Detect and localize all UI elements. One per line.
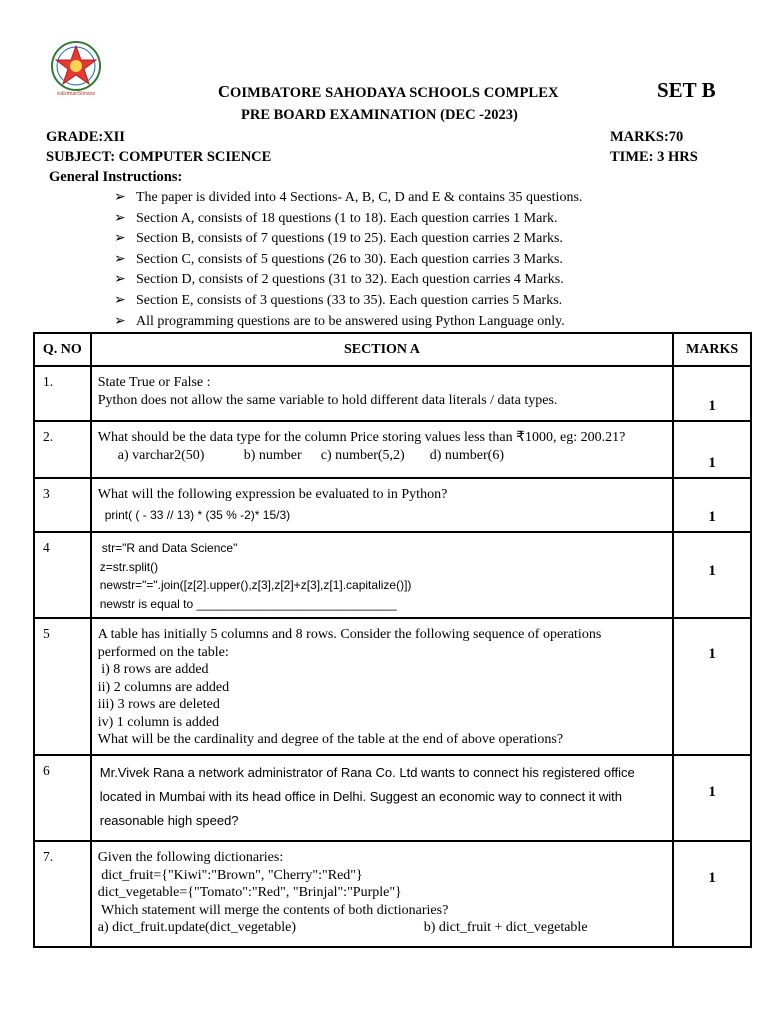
logo-caption: svErtmanStmane xyxy=(56,91,96,97)
question-table xyxy=(33,332,752,948)
question-number: 5 xyxy=(34,618,91,755)
question-text: State True or False : Python does not allow the same variable to hold different data literals / data types. xyxy=(91,366,673,421)
question-number: 3 xyxy=(34,478,91,532)
header-section: SECTION A xyxy=(91,333,673,366)
options-row xyxy=(98,919,666,937)
instruction-item: ➢ Section B, consists of 7 questions (19 to 25). Each question carries 2 Marks. xyxy=(114,229,582,250)
instructions-title: General Instructions: xyxy=(49,169,183,185)
table-row xyxy=(34,478,751,532)
question-marks: 1 xyxy=(673,755,751,841)
option: b) dict_fruit + dict_vegetable xyxy=(423,920,588,935)
instruction-item: ➢ The paper is divided into 4 Sections- A, B, C, D and E & contains 35 questions. xyxy=(114,188,582,209)
option: b) number xyxy=(243,447,302,463)
subject-label: SUBJECT: COMPUTER SCIENCE xyxy=(46,149,272,165)
question-marks: 1 xyxy=(673,532,751,618)
question-text: What should be the data type for the column Price storing values less than ₹1000, eg: 200.21? a) varchar2(50) b) number c) number(5,2) d) number(6) xyxy=(91,421,673,478)
marks-label: MARKS:70 xyxy=(610,129,684,145)
code-line: str="R and Data Science" xyxy=(101,541,238,555)
question-marks: 1 xyxy=(673,841,751,947)
table-row xyxy=(34,366,751,421)
question-number: 6 xyxy=(34,755,91,841)
header-qno: Q. NO xyxy=(34,333,91,366)
table-row xyxy=(34,755,751,841)
option: d) number(6) xyxy=(429,447,505,463)
arrow-bullet-icon: ➢ xyxy=(114,251,126,267)
arrow-bullet-icon: ➢ xyxy=(114,190,126,205)
code-line: z=str.split() xyxy=(99,559,159,574)
question-number: 7. xyxy=(34,841,91,947)
header-marks: MARKS xyxy=(673,333,751,366)
table-row xyxy=(34,532,751,618)
question-text xyxy=(91,532,673,618)
arrow-bullet-icon: ➢ xyxy=(114,272,126,288)
arrow-bullet-icon: ➢ xyxy=(114,210,126,226)
question-number: 4 xyxy=(34,532,91,618)
set-label: SET B xyxy=(657,78,716,102)
arrow-bullet-icon: ➢ xyxy=(114,231,126,247)
question-text: What will the following expression be evaluated to in Python? print( ( - 33 // 13) * (35 % -2)* 15/3) xyxy=(91,478,673,532)
question-number: 2. xyxy=(34,421,91,478)
question-marks: 1 xyxy=(673,618,751,755)
question-number: 1. xyxy=(34,366,91,421)
question-marks: 1 xyxy=(673,421,751,478)
time-label: TIME: 3 HRS xyxy=(610,149,698,165)
school-name xyxy=(218,82,559,102)
table-row xyxy=(34,841,751,947)
question-marks: 1 xyxy=(673,478,751,532)
instruction-item: ➢ Section E, consists of 3 questions (33 to 35). Each question carries 5 Marks. xyxy=(114,291,582,312)
school-name-rest: OIMBATORE SAHODAYA SCHOOLS COMPLEX xyxy=(230,85,559,101)
code-line: newstr="=".join([z[2].upper(),z[3],z[2]+z[3],z[1].capitalize()]) xyxy=(99,578,412,592)
code-line: newstr is equal to ______________________________ xyxy=(99,596,397,611)
table-header-row xyxy=(34,333,751,366)
question-text: A table has initially 5 columns and 8 rows. Consider the following sequence of operations performed on the table: i) 8 rows are added ii) 2 columns are added iii) 3 rows are deleted iv) 1 column is added What will be the cardinality and degree of the table at the end of above operations? xyxy=(91,618,673,755)
instructions-list xyxy=(114,188,582,332)
instruction-item: ➢ Section A, consists of 18 questions (1 to 18). Each question carries 1 Mark. xyxy=(114,209,582,230)
option: a) dict_fruit.update(dict_vegetable) xyxy=(97,920,296,935)
grade-label: GRADE:XII xyxy=(46,129,125,145)
code-line: print( ( - 33 // 13) * (35 % -2)* 15/3) xyxy=(104,507,291,522)
question-text: Mr.Vivek Rana a network administrator of Rana Co. Ltd wants to connect his registered office located in Mumbai with its head office in Delhi. Suggest an economic way to connect it with reasonable high speed? xyxy=(91,755,673,841)
options-row xyxy=(98,447,666,465)
option: c) number(5,2) xyxy=(320,447,405,463)
option: a) varchar2(50) xyxy=(117,447,205,463)
arrow-bullet-icon: ➢ xyxy=(114,313,126,329)
question-text: Given the following dictionaries: dict_fruit={"Kiwi":"Brown", "Cherry":"Red"} dict_vegetable={"Tomato":"Red", "Brinjal":"Purple"} Which statement will merge the contents of both dictionaries? a) dict_fruit.update(dict_vegetable) b) dict_fruit + dict_vegetable xyxy=(91,841,673,947)
table-row xyxy=(34,421,751,478)
table-row xyxy=(34,618,751,755)
instruction-item: ➢ Section D, consists of 2 questions (31 to 32). Each question carries 4 Marks. xyxy=(114,270,582,291)
instruction-item: ➢ Section C, consists of 5 questions (26 to 30). Each question carries 3 Marks. xyxy=(114,250,582,271)
school-initial: C xyxy=(218,82,231,101)
question-marks: 1 xyxy=(673,366,751,421)
exam-title: PRE BOARD EXAMINATION (DEC -2023) xyxy=(241,107,518,123)
arrow-bullet-icon: ➢ xyxy=(114,292,126,308)
instruction-item: ➢ All programming questions are to be answered using Python Language only. xyxy=(114,312,582,333)
